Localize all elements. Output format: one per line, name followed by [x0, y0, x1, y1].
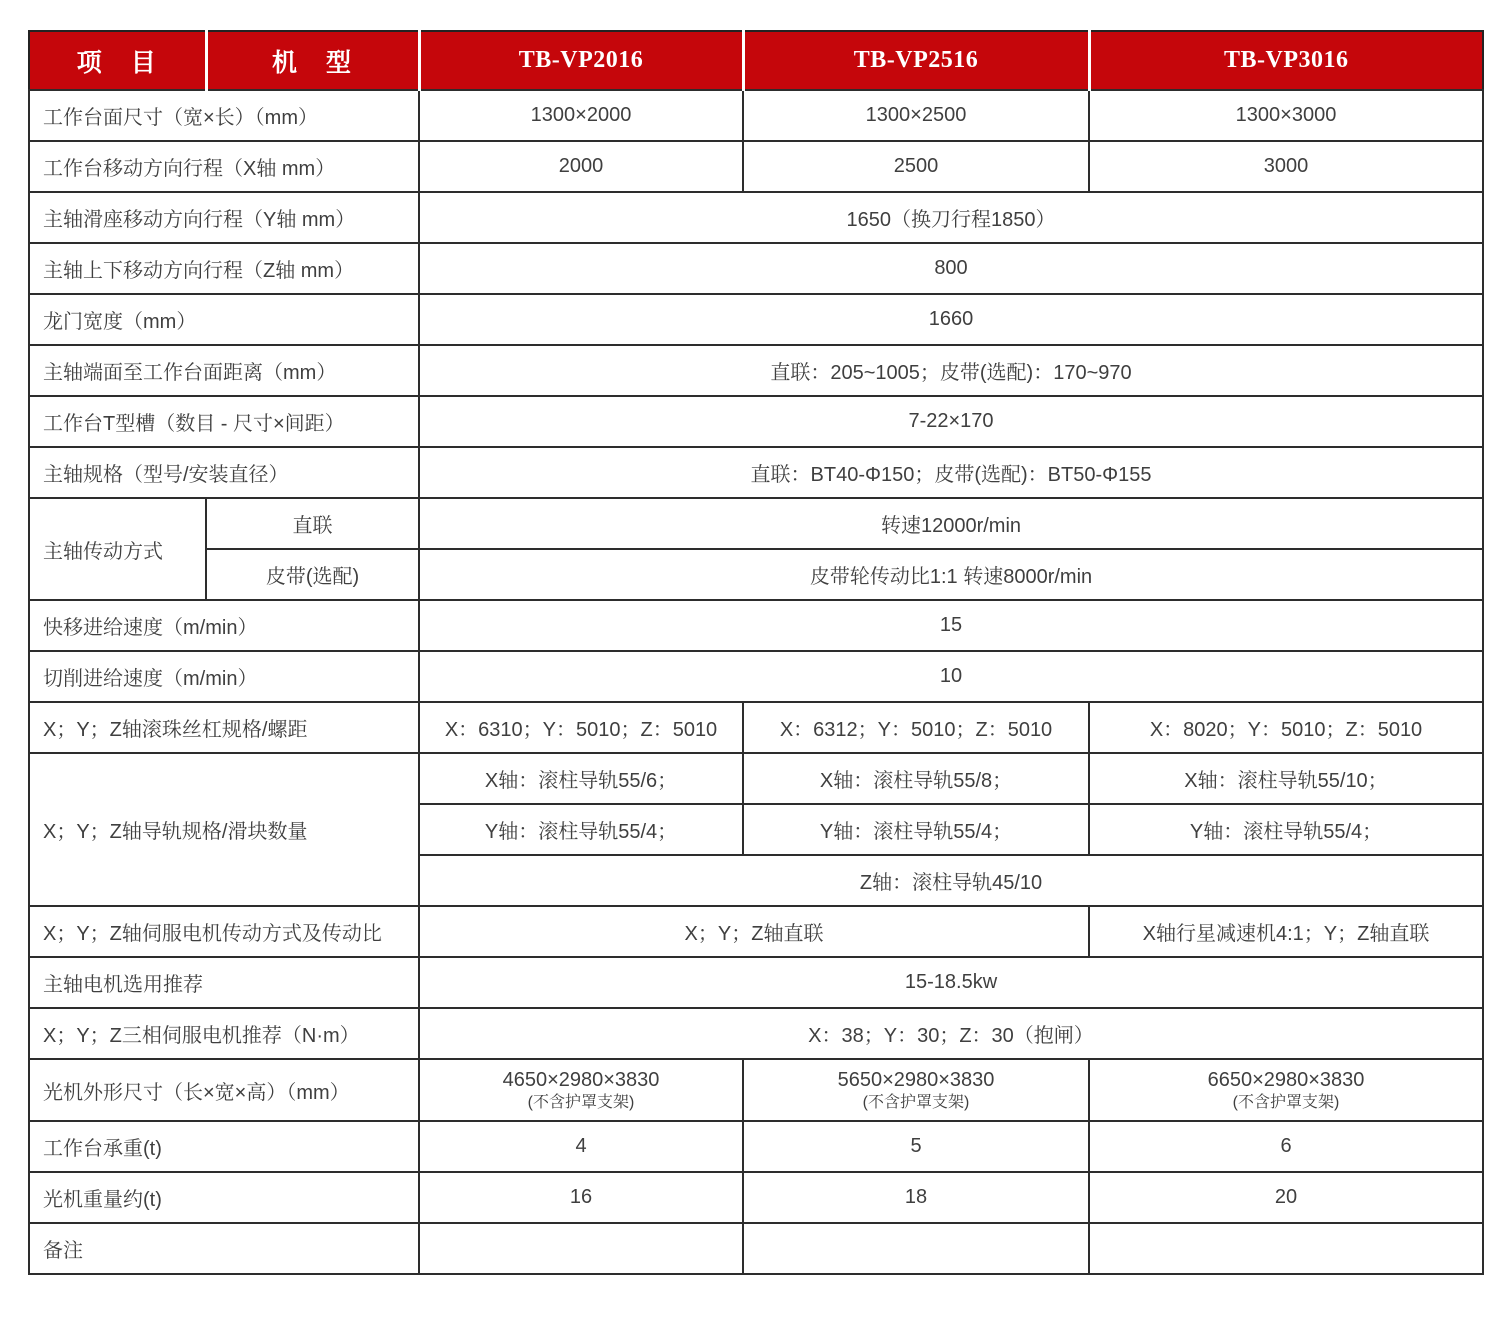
- row-label: 快移进给速度（m/min）: [29, 600, 419, 651]
- cell-value: [1089, 1223, 1483, 1274]
- cell-value: 7-22×170: [419, 396, 1483, 447]
- row-label: 主轴端面至工作台面距离（mm）: [29, 345, 419, 396]
- header-model-tb-vp3016: TB-VP3016: [1089, 31, 1483, 90]
- cell-value: X：6312；Y：5010；Z：5010: [743, 702, 1089, 753]
- cell-value: Y轴：滚柱导轨55/4；: [419, 804, 743, 855]
- cell-value: 3000: [1089, 141, 1483, 192]
- row-spindle-drive-direct: [29, 498, 1483, 549]
- cell-value: 18: [743, 1172, 1089, 1223]
- cell-value: X轴行星减速机4:1；Y；Z轴直联: [1089, 906, 1483, 957]
- row-spindle-drive-belt: [29, 549, 1483, 600]
- cell-value: [1089, 1059, 1483, 1121]
- cell-value: 15-18.5kw: [419, 957, 1483, 1008]
- row-z-travel: [29, 243, 1483, 294]
- header-model-tb-vp2516: TB-VP2516: [743, 31, 1089, 90]
- row-label: 主轴电机选用推荐: [29, 957, 419, 1008]
- row-label: 主轴传动方式: [29, 498, 206, 600]
- cell-value: 1300×2500: [743, 90, 1089, 141]
- cell-value: 1660: [419, 294, 1483, 345]
- dimension-note: (不含护罩支架): [862, 1094, 970, 1111]
- cell-value: 1300×2000: [419, 90, 743, 141]
- row-x-travel: [29, 141, 1483, 192]
- row-label: 工作台移动方向行程（X轴 mm）: [29, 141, 419, 192]
- cell-value: Y轴：滚柱导轨55/4；: [1089, 804, 1483, 855]
- row-rapid-feed: [29, 600, 1483, 651]
- row-y-travel: [29, 192, 1483, 243]
- cell-value: 转速12000r/min: [419, 498, 1483, 549]
- row-label: 工作台面尺寸（宽×长）（mm）: [29, 90, 419, 141]
- row-servo-drive: [29, 906, 1483, 957]
- cell-value: [419, 1223, 743, 1274]
- row-label: 光机重量约(t): [29, 1172, 419, 1223]
- row-spindle-to-table: [29, 345, 1483, 396]
- header-model-tb-vp2016: TB-VP2016: [419, 31, 743, 90]
- cell-value: [419, 1059, 743, 1121]
- row-label: 光机外形尺寸（长×宽×高）（mm）: [29, 1059, 419, 1121]
- cell-value: 800: [419, 243, 1483, 294]
- row-label: X；Y；Z轴导轨规格/滑块数量: [29, 753, 419, 906]
- row-label: X；Y；Z轴滚珠丝杠规格/螺距: [29, 702, 419, 753]
- cell-value: 6: [1089, 1121, 1483, 1172]
- row-label: 备注: [29, 1223, 419, 1274]
- cell-value: X；Y；Z轴直联: [419, 906, 1089, 957]
- cell-value: [743, 1059, 1089, 1121]
- cell-value: 20: [1089, 1172, 1483, 1223]
- row-table-load: [29, 1121, 1483, 1172]
- dimension-note: (不含护罩支架): [1232, 1094, 1340, 1111]
- cell-value: Z轴：滚柱导轨45/10: [419, 855, 1483, 906]
- row-label: 主轴上下移动方向行程（Z轴 mm）: [29, 243, 419, 294]
- cell-value: X：8020；Y：5010；Z：5010: [1089, 702, 1483, 753]
- cell-value: X：38；Y：30；Z：30（抱闸）: [419, 1008, 1483, 1059]
- row-spindle-spec: [29, 447, 1483, 498]
- cell-value: X：6310；Y：5010；Z：5010: [419, 702, 743, 753]
- cell-value: 5: [743, 1121, 1089, 1172]
- cell-value: [743, 1223, 1089, 1274]
- row-machine-dimensions: [29, 1059, 1483, 1121]
- cell-value: 直联：BT40-Φ150；皮带(选配)：BT50-Φ155: [419, 447, 1483, 498]
- cell-value: 4: [419, 1121, 743, 1172]
- cell-value: 1650（换刀行程1850）: [419, 192, 1483, 243]
- row-label: 工作台T型槽（数目 - 尺寸×间距）: [29, 396, 419, 447]
- dimension-note: (不含护罩支架): [527, 1094, 635, 1111]
- row-machine-weight: [29, 1172, 1483, 1223]
- row-guideway-x: [29, 753, 1483, 804]
- cell-value: X轴：滚柱导轨55/10；: [1089, 753, 1483, 804]
- cell-value: 皮带轮传动比1:1 转速8000r/min: [419, 549, 1483, 600]
- header-row: [29, 31, 1483, 90]
- row-sublabel: 直联: [206, 498, 419, 549]
- cell-value: 2000: [419, 141, 743, 192]
- row-ballscrew: [29, 702, 1483, 753]
- row-worktable-size: [29, 90, 1483, 141]
- cell-value: 2500: [743, 141, 1089, 192]
- cell-value: X轴：滚柱导轨55/6；: [419, 753, 743, 804]
- dimension-value: 6650×2980×3830: [1207, 1069, 1365, 1091]
- row-spindle-motor: [29, 957, 1483, 1008]
- row-label: 主轴规格（型号/安装直径）: [29, 447, 419, 498]
- row-label: 切削进给速度（m/min）: [29, 651, 419, 702]
- cell-value: 直联：205~1005；皮带(选配)：170~970: [419, 345, 1483, 396]
- header-item: 项 目: [29, 31, 206, 90]
- machine-spec-table: [28, 30, 1484, 1275]
- row-label: 龙门宽度（mm）: [29, 294, 419, 345]
- header-model: 机 型: [206, 31, 419, 90]
- cell-value: Y轴：滚柱导轨55/4；: [743, 804, 1089, 855]
- row-label: 主轴滑座移动方向行程（Y轴 mm）: [29, 192, 419, 243]
- row-label: X；Y；Z三相伺服电机推荐（N·m）: [29, 1008, 419, 1059]
- row-remarks: [29, 1223, 1483, 1274]
- cell-value: X轴：滚柱导轨55/8；: [743, 753, 1089, 804]
- cell-value: 10: [419, 651, 1483, 702]
- row-t-slots: [29, 396, 1483, 447]
- cell-value: 16: [419, 1172, 743, 1223]
- dimension-value: 4650×2980×3830: [502, 1069, 660, 1091]
- row-sublabel: 皮带(选配): [206, 549, 419, 600]
- row-servo-motor-torque: [29, 1008, 1483, 1059]
- row-cutting-feed: [29, 651, 1483, 702]
- cell-value: 1300×3000: [1089, 90, 1483, 141]
- row-gantry-width: [29, 294, 1483, 345]
- dimension-value: 5650×2980×3830: [837, 1069, 995, 1091]
- row-label: X；Y；Z轴伺服电机传动方式及传动比: [29, 906, 419, 957]
- row-label: 工作台承重(t): [29, 1121, 419, 1172]
- cell-value: 15: [419, 600, 1483, 651]
